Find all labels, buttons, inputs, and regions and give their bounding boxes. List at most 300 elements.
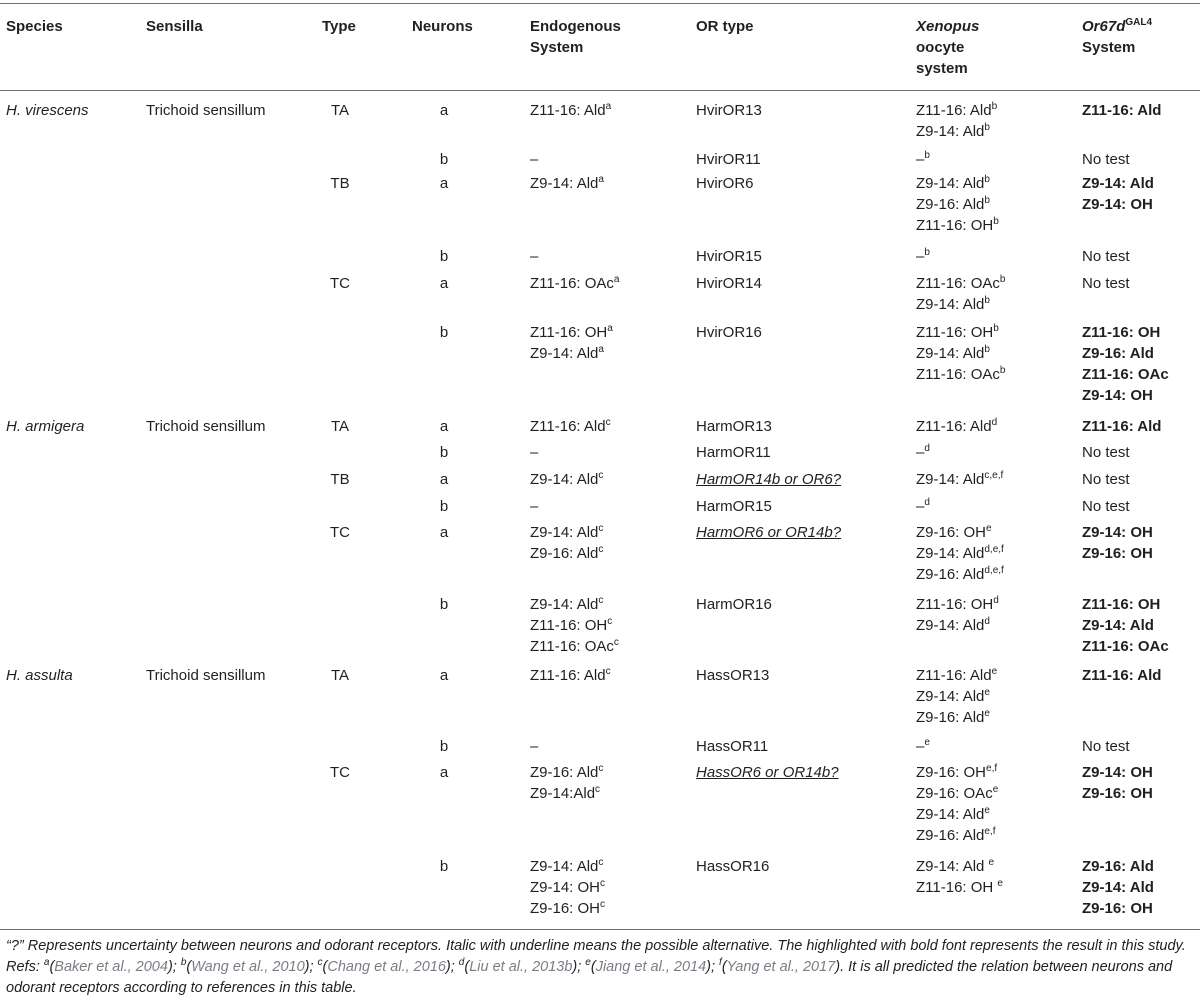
xenopus-value-ref: b bbox=[999, 274, 1006, 285]
xenopus-value-text: Z9-14: Ald bbox=[916, 123, 985, 140]
or67d-value: Z9-16: Ald bbox=[1082, 345, 1154, 362]
xenopus-value bbox=[916, 173, 999, 194]
endogenous-value bbox=[530, 442, 538, 463]
xenopus-cell bbox=[916, 522, 1004, 585]
type-cell: TC bbox=[330, 764, 350, 781]
xenopus-value bbox=[916, 736, 930, 757]
species-cell: H. armigera bbox=[6, 418, 85, 435]
endogenous-value-text: Z9-16: Ald bbox=[530, 764, 599, 781]
footnote-ref-key: c bbox=[317, 957, 323, 968]
or67d-cell bbox=[1082, 442, 1130, 463]
endogenous-value-text: Z9-14: Ald bbox=[530, 345, 599, 362]
footnote-citation-link[interactable]: Chang et al., 2016 bbox=[327, 959, 446, 975]
xenopus-value-text: Z9-14: Ald bbox=[916, 345, 985, 362]
footnote-ref-key: a bbox=[43, 957, 50, 968]
xenopus-value-ref: d,e,f bbox=[984, 544, 1004, 555]
xenopus-value bbox=[916, 273, 1005, 294]
top-rule bbox=[0, 3, 1200, 4]
endogenous-value bbox=[530, 594, 619, 615]
xenopus-value-ref: e bbox=[988, 857, 995, 868]
xenopus-value-ref: b bbox=[924, 247, 930, 258]
endogenous-value-text: – bbox=[530, 248, 539, 265]
species-cell: H. virescens bbox=[6, 102, 89, 119]
xenopus-value bbox=[916, 194, 999, 215]
or-type-cell: HarmOR11 bbox=[696, 444, 771, 461]
xenopus-value bbox=[916, 416, 997, 437]
xenopus-value-ref: b bbox=[993, 323, 999, 334]
or-type-cell: HassOR13 bbox=[696, 667, 770, 684]
endogenous-value-text: Z9-16: Ald bbox=[530, 545, 599, 562]
or67d-value: No test bbox=[1082, 444, 1130, 461]
endogenous-value-text: – bbox=[530, 151, 539, 168]
xenopus-value-text: – bbox=[916, 738, 925, 755]
type-cell: TC bbox=[330, 275, 350, 292]
xenopus-value bbox=[916, 121, 997, 142]
or67d-value: No test bbox=[1082, 151, 1130, 168]
endogenous-value bbox=[530, 856, 605, 877]
or-type-cell: HarmOR15 bbox=[696, 498, 772, 515]
xenopus-cell bbox=[916, 736, 930, 757]
endogenous-value-text: Z9-14: Ald bbox=[530, 524, 599, 541]
header-or67d bbox=[1082, 16, 1152, 58]
header-xenopus bbox=[916, 16, 979, 79]
footnote-ref-key: d bbox=[458, 957, 465, 968]
or67d-value: Z11-16: OH bbox=[1082, 596, 1161, 613]
type-cell: TB bbox=[330, 471, 350, 488]
xenopus-cell bbox=[916, 246, 930, 267]
neuron-cell: a bbox=[439, 764, 449, 781]
or67d-cell bbox=[1082, 665, 1161, 686]
endogenous-value bbox=[530, 665, 611, 686]
neuron-cell: a bbox=[439, 524, 449, 541]
footnote-citation-link[interactable]: Baker et al., 2004 bbox=[54, 959, 168, 975]
xenopus-cell bbox=[916, 496, 930, 517]
xenopus-value-text: Z9-14: Ald bbox=[916, 175, 985, 192]
xenopus-value-text: Z9-16: Ald bbox=[916, 566, 985, 583]
or67d-value: No test bbox=[1082, 498, 1130, 515]
species-cell: H. assulta bbox=[6, 667, 73, 684]
endogenous-cell bbox=[530, 173, 604, 194]
or67d-value: Z9-14: Ald bbox=[1082, 617, 1154, 634]
endogenous-value bbox=[530, 877, 605, 898]
xenopus-value bbox=[916, 294, 1005, 315]
header-xenopus-line3: system bbox=[916, 60, 968, 77]
endogenous-value-ref: a bbox=[607, 323, 613, 334]
or-type-cell: HvirOR15 bbox=[696, 248, 762, 265]
xenopus-value bbox=[916, 615, 999, 636]
endogenous-value bbox=[530, 736, 538, 757]
type-cell: TB bbox=[330, 175, 350, 192]
xenopus-value-ref: c,e,f bbox=[984, 470, 1004, 481]
endogenous-cell bbox=[530, 665, 611, 686]
xenopus-value bbox=[916, 469, 1003, 490]
endogenous-value-ref: c bbox=[607, 616, 613, 627]
or67d-cell bbox=[1082, 856, 1154, 919]
xenopus-value-text: Z9-14: Ald bbox=[916, 471, 985, 488]
endogenous-value-text: Z9-14: Ald bbox=[530, 175, 599, 192]
footnote-ref-key: b bbox=[180, 957, 187, 968]
endogenous-value bbox=[530, 416, 611, 437]
xenopus-value-ref: e,f bbox=[984, 826, 996, 837]
header-rule bbox=[0, 90, 1200, 91]
xenopus-cell bbox=[916, 416, 997, 437]
neuron-cell: b bbox=[439, 248, 449, 265]
footnote-outro: It is all predicted the relation between neurons and odorant receptors according to references in this table. bbox=[6, 959, 1173, 996]
or67d-cell bbox=[1082, 149, 1130, 170]
header-xenopus-line1: Xenopus bbox=[916, 18, 980, 35]
sensilla-cell: Trichoid sensillum bbox=[146, 418, 266, 435]
xenopus-value bbox=[916, 856, 1003, 877]
type-cell: TA bbox=[330, 418, 350, 435]
footnote-citation-link[interactable]: Jiang et al., 2014 bbox=[595, 959, 707, 975]
xenopus-value-text: Z9-14: Ald bbox=[916, 806, 985, 823]
xenopus-value-ref: b bbox=[984, 174, 990, 185]
neuron-cell: b bbox=[439, 858, 449, 875]
neuron-cell: b bbox=[439, 324, 449, 341]
footnote-citation-link[interactable]: Wang et al., 2010 bbox=[191, 959, 305, 975]
endogenous-value bbox=[530, 543, 603, 564]
xenopus-cell bbox=[916, 273, 1005, 315]
endogenous-value bbox=[530, 636, 619, 657]
bottom-rule bbox=[0, 929, 1200, 930]
footnote-citation-link[interactable]: Liu et al., 2013b bbox=[469, 959, 573, 975]
endogenous-value-text: – bbox=[530, 498, 539, 515]
endogenous-value bbox=[530, 496, 538, 517]
xenopus-value-text: Z11-16: OH bbox=[916, 324, 994, 341]
neuron-cell: a bbox=[439, 275, 449, 292]
header-xenopus-line2: oocyte bbox=[916, 39, 965, 56]
sensilla-cell: Trichoid sensillum bbox=[146, 667, 266, 684]
endogenous-value-ref: c bbox=[598, 470, 604, 481]
footnote-refs: $^a$(Baker et al., 2004); $^b$(Wang et al., 2010); $^c$(Chang et al., 2016); $^d$(Liu et al., 2013b); $^e$(Jiang et al., 2014); $^f$(Yang et al., 2017). bbox=[43, 957, 845, 975]
neuron-cell: b bbox=[439, 498, 449, 515]
endogenous-value bbox=[530, 762, 603, 783]
xenopus-value-ref: e bbox=[984, 805, 990, 816]
xenopus-value-ref: b bbox=[984, 122, 990, 133]
or67d-value: Z9-14: OH bbox=[1082, 387, 1153, 404]
neuron-cell: b bbox=[439, 596, 449, 613]
xenopus-value-ref: e bbox=[924, 737, 930, 748]
endogenous-cell bbox=[530, 736, 538, 757]
xenopus-value-ref: b bbox=[991, 101, 998, 112]
or-type-cell: HassOR11 bbox=[696, 738, 769, 755]
endogenous-value-text: Z11-16: OAc bbox=[530, 638, 614, 655]
or67d-value: Z9-16: OH bbox=[1082, 785, 1153, 802]
endogenous-value-ref: c bbox=[598, 595, 604, 606]
table-footnote bbox=[6, 936, 1194, 999]
xenopus-value-ref: d bbox=[924, 443, 930, 454]
endogenous-value-ref: a bbox=[598, 344, 604, 355]
xenopus-value bbox=[916, 496, 930, 517]
xenopus-cell bbox=[916, 594, 999, 636]
xenopus-value-text: Z9-16: OH bbox=[916, 524, 987, 541]
header-sensilla: Sensilla bbox=[146, 18, 203, 35]
xenopus-value-ref: e bbox=[991, 666, 998, 677]
xenopus-cell bbox=[916, 856, 1003, 898]
endogenous-value-ref: c bbox=[600, 878, 606, 889]
footnote-citation-link[interactable]: Yang et al., 2017 bbox=[726, 959, 836, 975]
endogenous-value bbox=[530, 149, 538, 170]
xenopus-cell bbox=[916, 442, 930, 463]
xenopus-value-text: Z9-16: Ald bbox=[916, 196, 985, 213]
or67d-value: Z11-16: OAc bbox=[1082, 366, 1169, 383]
or67d-value: Z11-16: Ald bbox=[1082, 418, 1162, 435]
endogenous-value-text: Z11-16: Ald bbox=[530, 102, 606, 119]
xenopus-value-ref: b bbox=[924, 150, 930, 161]
or67d-value: Z9-14: OH bbox=[1082, 764, 1153, 781]
endogenous-cell bbox=[530, 246, 538, 267]
xenopus-value-text: – bbox=[916, 151, 925, 168]
or67d-cell bbox=[1082, 173, 1154, 215]
or-type-cell: HvirOR6 bbox=[696, 175, 754, 192]
header-or-type: OR type bbox=[696, 18, 754, 35]
xenopus-value-text: Z11-16: OH bbox=[916, 879, 998, 896]
or-type-cell: HvirOR14 bbox=[696, 275, 762, 292]
endogenous-value-text: Z9-16: OH bbox=[530, 900, 601, 917]
neuron-cell: a bbox=[439, 102, 449, 119]
xenopus-value-ref: e bbox=[992, 784, 999, 795]
or67d-value: No test bbox=[1082, 471, 1130, 488]
endogenous-value bbox=[530, 173, 604, 194]
xenopus-value bbox=[916, 825, 998, 846]
header-species: Species bbox=[6, 18, 63, 35]
xenopus-value-ref: e bbox=[984, 708, 990, 719]
or67d-cell bbox=[1082, 762, 1153, 804]
xenopus-value-ref: e bbox=[984, 687, 990, 698]
xenopus-value-ref: e,f bbox=[986, 763, 998, 774]
endogenous-value-ref: c bbox=[598, 857, 604, 868]
xenopus-cell bbox=[916, 665, 997, 728]
type-cell: TA bbox=[330, 102, 350, 119]
xenopus-value bbox=[916, 442, 930, 463]
header-type: Type bbox=[322, 18, 356, 35]
endogenous-value-ref: c bbox=[605, 417, 611, 428]
header-or67d-sup: GAL4 bbox=[1125, 17, 1153, 28]
endogenous-value-ref: a bbox=[605, 101, 612, 112]
xenopus-value bbox=[916, 543, 1004, 564]
or67d-cell bbox=[1082, 416, 1161, 437]
endogenous-value-text: Z9-14:Ald bbox=[530, 785, 596, 802]
endogenous-cell bbox=[530, 149, 538, 170]
header-or67d-prefix: Or67d bbox=[1082, 18, 1126, 35]
endogenous-value bbox=[530, 615, 619, 636]
xenopus-value bbox=[916, 364, 1005, 385]
endogenous-value-ref: c bbox=[598, 523, 604, 534]
endogenous-cell bbox=[530, 416, 611, 437]
or67d-cell bbox=[1082, 594, 1169, 657]
header-endogenous-line1: Endogenous bbox=[530, 18, 621, 35]
endogenous-cell bbox=[530, 594, 619, 657]
endogenous-value bbox=[530, 246, 538, 267]
endogenous-cell bbox=[530, 856, 605, 919]
or67d-cell bbox=[1082, 469, 1130, 490]
xenopus-value-text: Z9-16: OAc bbox=[916, 785, 993, 802]
endogenous-cell bbox=[530, 442, 538, 463]
type-cell: TC bbox=[330, 524, 350, 541]
xenopus-value bbox=[916, 215, 999, 236]
or67d-value: Z9-14: OH bbox=[1082, 524, 1153, 541]
neuron-cell: a bbox=[439, 667, 449, 684]
or67d-value: No test bbox=[1082, 248, 1130, 265]
or-type-cell: HvirOR11 bbox=[696, 151, 761, 168]
xenopus-value bbox=[916, 686, 997, 707]
xenopus-value-ref: d bbox=[984, 616, 990, 627]
xenopus-value-text: – bbox=[916, 498, 925, 515]
endogenous-cell bbox=[530, 496, 538, 517]
footnote-ref-key: e bbox=[585, 957, 591, 968]
xenopus-value-text: – bbox=[916, 248, 925, 265]
type-cell: TA bbox=[330, 667, 350, 684]
header-or67d-line2: System bbox=[1082, 39, 1136, 56]
xenopus-value-text: Z9-14: Ald bbox=[916, 858, 989, 875]
or-type-cell: HvirOR13 bbox=[696, 102, 762, 119]
endogenous-value-ref: c bbox=[605, 666, 611, 677]
xenopus-value bbox=[916, 804, 998, 825]
xenopus-value bbox=[916, 322, 1005, 343]
or67d-value: Z9-16: OH bbox=[1082, 545, 1153, 562]
neuron-cell: b bbox=[439, 444, 449, 461]
xenopus-value bbox=[916, 564, 1004, 585]
endogenous-value-text: Z11-16: OAc bbox=[530, 275, 614, 292]
endogenous-value-ref: c bbox=[600, 899, 606, 910]
xenopus-value bbox=[916, 343, 1005, 364]
header-endogenous bbox=[530, 16, 621, 58]
endogenous-cell bbox=[530, 762, 603, 804]
xenopus-value bbox=[916, 100, 997, 121]
or-type-cell: HvirOR16 bbox=[696, 324, 762, 341]
sensilla-cell: Trichoid sensillum bbox=[146, 102, 266, 119]
or67d-cell bbox=[1082, 100, 1161, 121]
endogenous-value-text: – bbox=[530, 738, 539, 755]
or67d-cell bbox=[1082, 736, 1130, 757]
or67d-value: Z9-16: Ald bbox=[1082, 858, 1154, 875]
xenopus-value-text: Z11-16: OH bbox=[916, 596, 994, 613]
xenopus-cell bbox=[916, 100, 997, 142]
xenopus-cell bbox=[916, 322, 1005, 385]
xenopus-value bbox=[916, 594, 999, 615]
xenopus-value bbox=[916, 522, 1004, 543]
endogenous-value bbox=[530, 898, 605, 919]
endogenous-value bbox=[530, 322, 613, 343]
xenopus-value-ref: b bbox=[993, 216, 999, 227]
or67d-value: Z9-14: OH bbox=[1082, 196, 1153, 213]
endogenous-value bbox=[530, 522, 603, 543]
footnote-intro: “?” Represents uncertainty between neurons and odorant receptors. Italic with underline means the possible alternative. The highlighted with bold font represents the result in this study. Refs: bbox=[6, 938, 1186, 975]
or67d-value: Z11-16: OAc bbox=[1082, 638, 1169, 655]
xenopus-value-text: Z9-16: Ald bbox=[916, 827, 985, 844]
xenopus-value-ref: d,e,f bbox=[984, 565, 1004, 576]
endogenous-value bbox=[530, 469, 603, 490]
xenopus-value-ref: d bbox=[993, 595, 999, 606]
xenopus-value-ref: e bbox=[997, 878, 1003, 889]
xenopus-value-text: Z11-16: OH bbox=[916, 217, 994, 234]
xenopus-value bbox=[916, 783, 998, 804]
xenopus-value bbox=[916, 762, 998, 783]
xenopus-value-text: Z9-14: Ald bbox=[916, 296, 985, 313]
or-type-cell: HarmOR13 bbox=[696, 418, 772, 435]
or67d-cell bbox=[1082, 273, 1130, 294]
endogenous-value-ref: a bbox=[598, 174, 604, 185]
xenopus-value-text: Z9-14: Ald bbox=[916, 688, 985, 705]
xenopus-value-ref: b bbox=[999, 365, 1006, 376]
endogenous-value-ref: c bbox=[598, 763, 604, 774]
endogenous-value-ref: c bbox=[613, 637, 619, 648]
xenopus-value-ref: b bbox=[984, 195, 990, 206]
xenopus-value-text: Z9-16: OH bbox=[916, 764, 987, 781]
xenopus-value-text: Z11-16: Ald bbox=[916, 667, 992, 684]
header-neurons: Neurons bbox=[412, 18, 473, 35]
endogenous-cell bbox=[530, 322, 613, 364]
xenopus-value-ref: e bbox=[986, 523, 992, 534]
endogenous-value-text: Z9-14: Ald bbox=[530, 858, 599, 875]
xenopus-value bbox=[916, 246, 930, 267]
xenopus-value-ref: d bbox=[991, 417, 998, 428]
endogenous-value-text: Z9-14: Ald bbox=[530, 471, 599, 488]
or67d-value: Z11-16: OH bbox=[1082, 324, 1161, 341]
or-type-cell: HassOR6 or OR14b? bbox=[696, 764, 839, 781]
footnote-ref-key: f bbox=[719, 957, 722, 968]
or67d-cell bbox=[1082, 522, 1153, 564]
or67d-value: Z9-14: Ald bbox=[1082, 879, 1154, 896]
xenopus-value bbox=[916, 149, 930, 170]
xenopus-value-text: Z9-14: Ald bbox=[916, 617, 985, 634]
or67d-cell bbox=[1082, 496, 1130, 517]
xenopus-value-text: Z9-16: Ald bbox=[916, 709, 985, 726]
or67d-value: Z11-16: Ald bbox=[1082, 102, 1162, 119]
or67d-value: No test bbox=[1082, 738, 1130, 755]
xenopus-value-text: Z11-16: Ald bbox=[916, 418, 992, 435]
xenopus-value-text: Z11-16: OAc bbox=[916, 275, 1000, 292]
endogenous-value-text: Z11-16: OH bbox=[530, 617, 608, 634]
xenopus-value bbox=[916, 877, 1003, 898]
or67d-value: No test bbox=[1082, 275, 1130, 292]
or-type-cell: HarmOR14b or OR6? bbox=[696, 471, 842, 488]
endogenous-value bbox=[530, 100, 611, 121]
endogenous-value bbox=[530, 273, 619, 294]
xenopus-value-ref: b bbox=[984, 295, 990, 306]
xenopus-cell bbox=[916, 173, 999, 236]
or-type-cell: HarmOR16 bbox=[696, 596, 772, 613]
neuron-cell: a bbox=[439, 418, 449, 435]
header-endogenous-line2: System bbox=[530, 39, 584, 56]
endogenous-value-text: Z9-14: OH bbox=[530, 879, 601, 896]
endogenous-value-text: Z11-16: OH bbox=[530, 324, 608, 341]
or67d-cell bbox=[1082, 322, 1169, 406]
or-type-cell: HarmOR6 or OR14b? bbox=[696, 524, 842, 541]
neuron-cell: b bbox=[439, 151, 449, 168]
endogenous-value-ref: a bbox=[613, 274, 620, 285]
endogenous-cell bbox=[530, 469, 603, 490]
endogenous-cell bbox=[530, 522, 603, 564]
xenopus-value-ref: d bbox=[924, 497, 930, 508]
xenopus-value-text: Z9-14: Ald bbox=[916, 545, 985, 562]
neuron-cell: a bbox=[439, 175, 449, 192]
endogenous-value-text: – bbox=[530, 444, 539, 461]
neuron-cell: b bbox=[439, 738, 449, 755]
endogenous-value bbox=[530, 343, 613, 364]
xenopus-value-ref: b bbox=[984, 344, 990, 355]
endogenous-value-text: Z11-16: Ald bbox=[530, 667, 606, 684]
endogenous-cell bbox=[530, 100, 611, 121]
endogenous-value-ref: c bbox=[598, 544, 604, 555]
xenopus-value-text: Z11-16: OAc bbox=[916, 366, 1000, 383]
xenopus-cell bbox=[916, 149, 930, 170]
endogenous-value bbox=[530, 783, 603, 804]
or67d-cell bbox=[1082, 246, 1130, 267]
endogenous-value-text: Z11-16: Ald bbox=[530, 418, 606, 435]
xenopus-value bbox=[916, 707, 997, 728]
neuron-cell: a bbox=[439, 471, 449, 488]
